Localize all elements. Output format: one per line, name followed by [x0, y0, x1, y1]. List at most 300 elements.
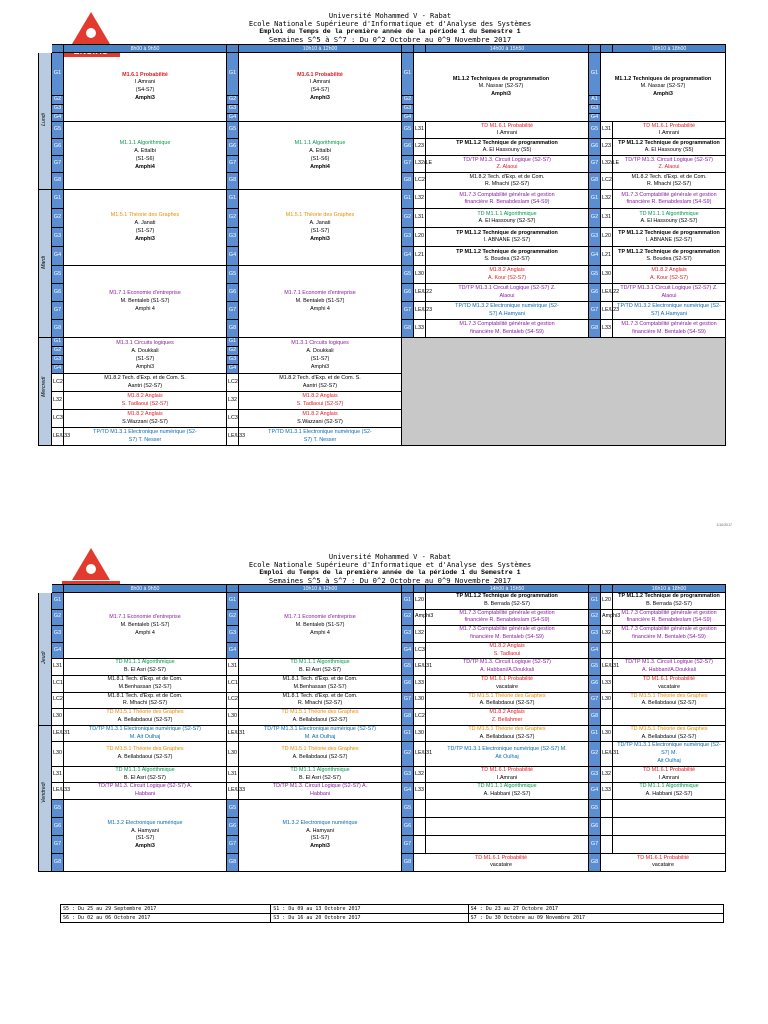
group-slot-label: G7	[402, 156, 414, 173]
group-course: TD M1.6.1 Probabilité I.Amrani	[426, 122, 589, 139]
room-label: L30	[414, 266, 426, 284]
room-label: LE/L31	[414, 742, 426, 766]
group-slot-label: G8	[402, 173, 414, 190]
group-course: M1.8.2 Tech. d'Exp. et de Com. R. Mhachi (S2-S7)	[426, 173, 589, 190]
group-slot-label: G1	[52, 53, 64, 96]
room-label: L32	[227, 392, 239, 410]
room-label: L31	[601, 122, 613, 139]
group-slot-label: G3	[52, 626, 64, 643]
group-slot-label: G1	[227, 338, 239, 347]
room-label: L31	[52, 766, 64, 783]
room-label: LE/L31	[601, 742, 613, 766]
group-course: TP M1.1.2 Technique de programmation S. Boudea (S2-S7)	[426, 247, 589, 266]
course-cell: M1.5.1 Théorie des Graphes A. Janati (S1-S7) Amphi3	[64, 190, 227, 266]
group-slot-label: G4	[402, 113, 414, 122]
room-label: L30	[601, 725, 613, 742]
group-slot-label: G3	[589, 104, 601, 113]
room-label: LC3	[227, 410, 239, 428]
course-cell: M1.1.1 Algorithmique A. Ettalbi (S1-S6) Amphi4	[239, 122, 402, 190]
group-slot-label: G6	[227, 817, 239, 835]
room-label: L32	[414, 766, 426, 783]
group-slot-label: G6	[402, 817, 414, 835]
group-slot-label: G3	[227, 104, 239, 113]
course-cell: M1.6.1 Probabilité I.Amrani (S4-S7) Amphi3	[239, 53, 402, 122]
day-mardi: Mardi	[39, 190, 52, 338]
group-slot-label: G2	[52, 209, 64, 228]
group-slot-label: G1	[52, 593, 64, 610]
group-slot-label: G7	[589, 156, 601, 173]
room-label: LE/L33	[227, 428, 239, 446]
group-course: M1.8.1 Tech. d'Exp. et de Com. M.Benhassan (S2-S7)	[239, 675, 402, 692]
group-slot-label: G2	[589, 609, 601, 626]
group-course: TD M1.1.1 Algorithmique B. El Asri (S2-S7)	[239, 659, 402, 676]
room-label: L32	[601, 626, 613, 643]
group-course: TP M1.1.2 Technique de programmation A. El Hassouny (S5)	[426, 139, 589, 156]
room-label: L21	[414, 247, 426, 266]
room-label: L31	[601, 209, 613, 228]
room-label: L30	[227, 742, 239, 766]
group-course	[426, 835, 589, 853]
group-course: TD M1.5.1 Théorie des Graphes A. Bellabdaoui (S2-S7)	[426, 725, 589, 742]
group-slot-label: G4	[402, 247, 414, 266]
room-label: L30	[601, 692, 613, 709]
room-label: L32	[601, 766, 613, 783]
group-slot-label: G8	[402, 320, 414, 338]
day-mercredi: Mercredi	[39, 338, 52, 446]
room-label: L31	[227, 766, 239, 783]
group-slot-label: G2	[52, 609, 64, 626]
course-cell: M1.7.1 Economie d'entreprise M. Bentaleb (S1-S7) Amphi 4	[64, 266, 227, 338]
group-slot-label: G6	[589, 817, 601, 835]
course-cell: M1.1.1 Algorithmique A. Ettalbi (S1-S6) Amphi4	[64, 122, 227, 190]
room-label: L23	[414, 139, 426, 156]
room-label: LE/L23	[414, 302, 426, 320]
room-label: LC2	[601, 173, 613, 190]
group-slot-label: G5	[227, 799, 239, 817]
group-slot-label: G5	[402, 266, 414, 284]
group-slot-label: G5	[589, 122, 601, 139]
room-label: LE/L22	[414, 284, 426, 302]
room-label: L32/LE	[601, 156, 613, 173]
room-label: LC2	[414, 709, 426, 726]
group-course: TD M1.1.1 Algorithmique B. El Asri (S2-S7)	[239, 766, 402, 783]
group-course: M1.8.2 Anglais A. Kour (S2-S7)	[426, 266, 589, 284]
group-slot-label: G4	[52, 365, 64, 374]
group-slot-label: G6	[52, 139, 64, 156]
group-slot-label: G1	[589, 53, 601, 96]
group-slot-label: A1	[589, 96, 601, 105]
group-slot-label: G7	[589, 692, 601, 709]
group-slot-label: G5	[52, 122, 64, 139]
group-slot-label: G2	[589, 742, 601, 766]
room-label: L32/LE	[414, 156, 426, 173]
room-label: L20	[414, 593, 426, 610]
room-label: L31	[414, 122, 426, 139]
group-slot-label: G3	[402, 626, 414, 643]
group-slot-label: G6	[402, 139, 414, 156]
group-slot-label: G7	[227, 835, 239, 853]
group-slot-label: G1	[402, 593, 414, 610]
group-course: M1.7.3 Comptabilité générale et gestion financière R. Benabdeslam (S4-S9)	[426, 609, 589, 626]
course-cell: M1.1.2 Techniques de programmation M. Nassar (S2-S7) Amphi3	[601, 53, 726, 122]
group-course: TD M1.5.1 Théorie des Graphes A. Bellabdaoui (S2-S7)	[613, 725, 726, 742]
group-course: TP M1.1.2 Technique de programmation I. ABNANE (S2-S7)	[426, 228, 589, 247]
group-slot-label: G1	[52, 190, 64, 209]
room-label	[601, 642, 613, 659]
timetable-2: 8h00 à 9h50 10h10 à 12h00 14h00 à 15h50 16h10 à 18h00 Jeudi G1 M1.7.1 Economie d'entreprise M. Bentaleb (S1-S7) Amphi 4 G1 M1.7.1 Economie d'entreprise M. Bentaleb (S1-S7) Amphi 4 G1 L20 TP M1.1.2 Technique de programmation B. Berrada (S2-S7) G1 L20 TP M1.1.2 Technique de programmation B. Berrada (S2-S7) G2 G2 G2 Amphi3 M1.7.3 Comptabilité générale et gestion financière R. Benabdeslam (S4-S9) G2 Amphi3 M1.7.3 Comptabilité générale et gestion financière R. Benabdeslam (S4-S9) G3 G3 G3 L32 M1.7.3 Comptabilité générale et gestion financière M. Bentaleb (S4-S9) G3 L32 M1.7.3 Comptabilité générale et gestion financière M. Bentaleb (S4-S9) G4 G4 G4 LC3 M1.8.2 Anglais S. Tadlaoui G4 L31 TD M1.1.1 Algorithmique B. El Asri (S2-S7) L31 TD M1.1.1 Algorithmique B. El Asri (S2-S7) G5 LE/L31 TD/TP M1.3. Circuit Logique (S2-S7) A. Habbani/A.Doukkali G5 LE/L31 TD/TP M1.3. Circuit Logique (S2-S7) A. Habbani/A.Doukkali LC1 M1.8.1 Tech. d'Exp. et de Com. M.Benhassan (S2-S7) LC1 M1.8.1 Tech. d'Exp. et de Com. M.Benhassan (S2-S7) G6 L33 TD M1.6.1 Probabilité vacataire G6 L33 TD M1.6.1 Probabilité vacataire LC2 M1.8.1 Tech. d'Exp. et de Com. R. Mhachi (S2-S7) LC2 M1.8.1 Tech. d'Exp. et de Com. R. Mhachi (S2-S7) G7 L30 TD M1.5.1 Théorie des Graphes A. Bellabdaoui (S2-S7) G7 L30 TD M1.5.1 Théorie des Graphes A. Bellabdaoui (S2-S7) L30 TD M1.5.1 Théorie des Graphes A. Bellabdaoui (S2-S7) L30 TD M1.5.1 Théorie des Graphes A. Bellabdaoui (S2-S7) G8 LC2 M1.8.2 Anglais Z. Bellahmer G8 Vendredi LE/L31 TD/TP M1.3.1 Electronique numérique (S2-S7) M. Ait Oulhaj LE/L31 TD/TP M1.3.1 Electronique numérique (S2-S7) M. Ait Oulhaj G1 L30 TD M1.5.1 Théorie des Graphes A. Bellabdaoui (S2-S7) G1 L30 TD M1.5.1 Théorie des Graphes A. Bellabdaoui (S2-S7) L30 TD M1.5.1 Théorie des Graphes A. Bellabdaoui (S2-S7) L30 TD M1.5.1 Théorie des Graphes A. Bellabdaoui (S2-S7) G2 LE/L31 TD/TP M1.3.1 Electronique numérique (S2-S7) M. Ait Oulhaj G2 LE/L31 TD/TP M1.3.1 Electronique numérique (S2-S7) M. Ait Oulhaj L31 TD M1.1.1 Algorithmique B. El Asri (S2-S7) L31 TD M1.1.1 Algorithmique B. El Asri (S2-S7) G3 L32 TD M1.6.1 Probabilité I.Amrani G3 L32 TD M1.6.1 Probabilité I.Amrani LE/L33 TD/TP M1.3. Circuit Logique (S2-S7) A. Habbani LE/L33 TD/TP M1.3. Circuit Logique (S2-S7) A. Habbani G4 L33 TD M1.1.1 Algorithmique A. Habbani (S2-S7) G4 L33 TD M1.1.1 Algorithmique A. Habbani (S2-S7) G5 M1.3.2 Electronique numérique A. Hamyani (S1-S7) Amphi3 G5 M1.3.2 Electronique numérique A. Hamyani (S1-S7) Amphi3 G5 G5 G6 G6 G6 G6 G7 G7 G7 G7 G8 G8 G8 TD M1.6.1 Probabilité vacataire G8 TD M1.6.1 Probabilité vacataire	[38, 584, 726, 872]
room-label: LE/L31	[601, 659, 613, 676]
course-cell: M1.6.1 Probabilité I.Amrani (S4-S7) Amphi3	[64, 53, 227, 122]
group-course: M1.7.3 Comptabilité générale et gestion financière M. Bentaleb (S4-S9)	[426, 626, 589, 643]
group-course: M1.8.2 Anglais A. Kour (S2-S7)	[613, 266, 726, 284]
group-slot-label: G5	[52, 266, 64, 284]
room-label: LC2	[227, 692, 239, 709]
group-course: TD M1.1.1 Algorithmique B. El Asri (S2-S7)	[64, 659, 227, 676]
group-slot-label: G4	[589, 113, 601, 122]
document-header	[220, 12, 560, 44]
room-label	[601, 817, 613, 835]
group-slot-label: G6	[227, 139, 239, 156]
group-slot-label: G2	[52, 96, 64, 105]
group-course: M1.8.2 Anglais S.Wazzani (S2-S7)	[64, 410, 227, 428]
group-slot-label: G2	[52, 347, 64, 356]
group-slot-label: G7	[52, 156, 64, 173]
group-slot-label: G1	[402, 53, 414, 96]
group-course	[613, 817, 726, 835]
group-slot-label: G8	[589, 853, 601, 871]
group-slot-label: G4	[227, 247, 239, 266]
group-slot-label: G7	[402, 692, 414, 709]
group-slot-label: G4	[227, 365, 239, 374]
group-course: M1.8.2 Anglais S. Tadlaoui (S2-S7)	[239, 392, 402, 410]
group-slot-label: G2	[589, 209, 601, 228]
group-slot-label: G1	[227, 190, 239, 209]
course-cell: M1.1.2 Techniques de programmation M. Nassar (S2-S7) Amphi3	[414, 53, 589, 122]
group-course: TP M1.1.2 Technique de programmation S. Boudea (S2-S7)	[613, 247, 726, 266]
course-cell: M1.3.1 Circuits logiques A. Doukkali (S1-S7) Amphi3	[239, 338, 402, 374]
group-slot-label: G4	[589, 783, 601, 800]
group-slot-label: G7	[227, 156, 239, 173]
group-course: TP M1.1.2 Technique de programmation B. Berrada (S2-S7)	[613, 593, 726, 610]
room-label: LE/L23	[601, 302, 613, 320]
room-label: LC2	[52, 692, 64, 709]
group-slot-label: G3	[227, 626, 239, 643]
course-cell: M1.3.2 Electronique numérique A. Hamyani (S1-S7) Amphi3	[239, 799, 402, 871]
day-lundi: Lundi	[39, 53, 52, 190]
slot-3-label: 14h00 à 15h50	[426, 45, 589, 53]
weeks-range: Semaines S^5 à S^7 : Du 0^2 Octobre au 0^9 Novembre 2017	[268, 35, 512, 44]
weeks-legend: S5 : Du 25 au 29 Septembre 2017 S1 : Du 09 au 13 Octobre 2017 S4 : Du 23 au 27 Octobre 2017 S6 : Du 02 au 06 Octobre 2017 S3 : Du 16 au 20 Octobre 2017 S7 : Du 30 Octobre au 09 Novembre 2017	[60, 904, 724, 923]
room-label: L30	[227, 709, 239, 726]
group-course: TP/TD M1.3.2 Electronique numérique (S2- S7) A.Hamyani	[613, 302, 726, 320]
room-label: L30	[414, 725, 426, 742]
group-slot-label: G6	[52, 284, 64, 302]
group-slot-label: G7	[227, 302, 239, 320]
group-course	[613, 709, 726, 726]
room-label: L20	[414, 228, 426, 247]
group-course	[613, 799, 726, 817]
room-label: L31	[52, 659, 64, 676]
group-slot-label: G7	[52, 302, 64, 320]
print-date: 1/10/2017	[716, 523, 732, 527]
group-course: TD/TP M1.3.1 Electronique numérique (S2-S7) M. Ait Oulhaj	[426, 742, 589, 766]
group-slot-label: G3	[227, 228, 239, 247]
group-slot-label: G4	[227, 642, 239, 659]
room-label: LC1	[52, 675, 64, 692]
group-slot-label: G5	[227, 122, 239, 139]
group-slot-label: G3	[402, 766, 414, 783]
group-course: TP M1.1.2 Technique de programmation B. Berrada (S2-S7)	[426, 593, 589, 610]
course-cell: M1.5.1 Théorie des Graphes A. Janati (S1-S7) Amphi3	[239, 190, 402, 266]
group-course: TD M1.5.1 Théorie des Graphes A. Bellabdaoui (S2-S7)	[239, 742, 402, 766]
group-course: M1.8.2 Tech. d'Exp. et de Com. R. Mhachi (S2-S7)	[613, 173, 726, 190]
group-slot-label: G4	[402, 642, 414, 659]
course-cell: M1.3.2 Electronique numérique A. Hamyani (S1-S7) Amphi3	[64, 799, 227, 871]
group-slot-label: G5	[402, 799, 414, 817]
room-label: L32	[414, 626, 426, 643]
group-slot-label: G6	[402, 675, 414, 692]
group-course	[426, 799, 589, 817]
group-course	[426, 817, 589, 835]
group-slot-label: G4	[52, 247, 64, 266]
room-label: L33	[414, 783, 426, 800]
group-slot-label: G3	[227, 356, 239, 365]
room-label: LC3	[414, 642, 426, 659]
empty-block	[402, 338, 726, 446]
day-vendredi: Vendredi	[39, 725, 52, 871]
group-slot-label: G5	[52, 799, 64, 817]
group-slot-label: G2	[402, 96, 414, 105]
group-slot-label: G8	[589, 173, 601, 190]
group-slot-label: G6	[402, 284, 414, 302]
group-course: TD M1.1.1 Algorithmique B. El Asri (S2-S7)	[64, 766, 227, 783]
group-slot-label: G1	[402, 190, 414, 209]
group-slot-label: G6	[589, 675, 601, 692]
room-label	[601, 835, 613, 853]
room-label: L30	[601, 266, 613, 284]
group-slot-label: G7	[52, 835, 64, 853]
group-slot-label: G8	[402, 709, 414, 726]
group-course: TD M1.6.1 Probabilité vacataire	[613, 675, 726, 692]
room-label: L33	[601, 675, 613, 692]
room-label: LC2	[52, 374, 64, 392]
group-slot-label: G3	[402, 104, 414, 113]
room-label: L30	[52, 742, 64, 766]
group-course: TD/TP M1.3.1 Electronique numérique (S2-S7) M. Ait Oulhaj	[239, 725, 402, 742]
room-label: LC3	[52, 410, 64, 428]
group-slot-label: G8	[589, 320, 601, 338]
room-label: L33	[414, 320, 426, 338]
group-course: TP M1.1.2 Technique de programmation I. ABNANE (S2-S7)	[613, 228, 726, 247]
group-slot-label: G3	[52, 228, 64, 247]
group-slot-label: G8	[227, 853, 239, 871]
slot-1-label: 8h00 à 9h50	[64, 45, 227, 53]
group-course: M1.8.2 Anglais S. Tadlaoui	[426, 642, 589, 659]
room-label: L33	[601, 783, 613, 800]
group-course: TP/TD M1.3.2 Electronique numérique (S2- S7) A.Hamyani	[426, 302, 589, 320]
group-slot-label: G6	[589, 139, 601, 156]
document-header: Université Mohammed V - Rabat Ecole Nationale Supérieure d'Informatique et d'Analyse des Systèmes Emploi du Temps de la première année de la période 1 du Semestre 1 Semaines S^5 à S^7 : Du 0^2 Octobre au 0^9 Novembre 2017	[248, 553, 532, 585]
group-course: TP M1.1.2 Technique de programmation A. El Hassouny (S5)	[613, 139, 726, 156]
room-label: L32	[52, 392, 64, 410]
group-course: M1.8.1 Tech. d'Exp. et de Com. M.Benhassan (S2-S7)	[64, 675, 227, 692]
room-label	[601, 799, 613, 817]
group-slot-label: G6	[52, 817, 64, 835]
group-slot-label: G5	[589, 266, 601, 284]
group-course: TD/TP M1.3. Circuit Logique (S2-S7) Z. Alaoui	[426, 156, 589, 173]
group-course: M1.7.3 Comptabilité générale et gestion financière R. Benabdeslam (S4-S9)	[613, 190, 726, 209]
group-slot-label: G1	[227, 53, 239, 96]
group-slot-label: G8	[52, 320, 64, 338]
group-course	[613, 642, 726, 659]
group-slot-label: G3	[589, 626, 601, 643]
group-slot-label: G8	[227, 320, 239, 338]
room-label: LE/L33	[52, 428, 64, 446]
group-course: TD/TP M1.3.1 Circuit Logique (S2-S7) Z. Alaoui	[426, 284, 589, 302]
slot-header-row	[39, 45, 726, 53]
group-slot-label: G3	[402, 228, 414, 247]
group-course: TD M1.1.1 Algorithmique A. El Hassouny (S2-S7)	[426, 209, 589, 228]
group-course: TD M1.5.1 Théorie des Graphes A. Bellabdaoui (S2-S7)	[613, 692, 726, 709]
group-course: TP/TD M1.3.1 Electronique numérique (S2- S7) T. Nesser	[239, 428, 402, 446]
group-slot-label: G1	[589, 725, 601, 742]
room-label: Amphi3	[601, 609, 613, 626]
group-course: M1.7.3 Comptabilité générale et gestion financière R. Benabdeslam (S4-S9)	[613, 609, 726, 626]
day-jeudi: Jeudi	[39, 593, 52, 726]
course-cell: M1.7.1 Economie d'entreprise M. Bentaleb (S1-S7) Amphi 4	[64, 593, 227, 659]
university-name: Université Mohammed V - Rabat	[328, 12, 452, 20]
group-slot-label: G5	[402, 659, 414, 676]
group-slot-label: G3	[589, 228, 601, 247]
group-slot-label: G4	[402, 783, 414, 800]
group-course: TD M1.6.1 Probabilité vacataire	[426, 675, 589, 692]
group-slot-label: G3	[52, 356, 64, 365]
group-course: M1.8.2 Tech. d'Exp. et de Com. S. Aantri (S2-S7)	[239, 374, 402, 392]
timetable-title: Emploi du Temps de la première année de la période 1 du Semestre 1	[259, 28, 521, 35]
group-course: TD/TP M1.3. Circuit Logique (S2-S7) A. Habbani	[64, 783, 227, 800]
group-slot-label: G7	[402, 835, 414, 853]
group-course: TD M1.1.1 Algorithmique A. Habbani (S2-S7)	[426, 783, 589, 800]
group-course	[613, 835, 726, 853]
group-course: TD M1.6.1 Probabilité I.Amrani	[613, 766, 726, 783]
room-label	[414, 817, 426, 835]
group-slot-label: G1	[52, 338, 64, 347]
room-label: L31	[414, 209, 426, 228]
group-slot-label: G8	[52, 173, 64, 190]
group-slot-label: G4	[52, 642, 64, 659]
group-course: TD/TP M1.3.1 Electronique numérique (S2-S7) M. Ait Oulhaj	[613, 742, 726, 766]
group-slot-label: G7	[589, 302, 601, 320]
group-course: TD/TP M1.3. Circuit Logique (S2-S7) A. Habbani	[239, 783, 402, 800]
group-course: TD M1.6.1 Probabilité I.Amrani	[426, 766, 589, 783]
room-label: L20	[601, 228, 613, 247]
group-slot-label: G7	[589, 835, 601, 853]
group-slot-label: G5	[589, 799, 601, 817]
group-course: TP/TD M1.3.1 Electronique numérique (S2- S7) T. Nesser	[64, 428, 227, 446]
group-slot-label: G4	[589, 642, 601, 659]
group-course: M1.7.3 Comptabilité générale et gestion financière M. Bentaleb (S4-S9)	[426, 320, 589, 338]
group-course: M1.7.3 Comptabilité générale et gestion financière R. Benabdeslam (S4-S9)	[426, 190, 589, 209]
room-label: LE/L22	[601, 284, 613, 302]
group-course: M1.8.2 Anglais S. Tadlaoui (S2-S7)	[64, 392, 227, 410]
group-course: M1.8.1 Tech. d'Exp. et de Com. R. Mhachi (S2-S7)	[239, 692, 402, 709]
group-slot-label: G2	[227, 209, 239, 228]
group-slot-label: G8	[227, 173, 239, 190]
slot-4-label: 16h10 à 18h00	[613, 45, 726, 53]
group-slot-label: G5	[589, 659, 601, 676]
group-course: TD M1.6.1 Probabilité I.Amrani	[613, 122, 726, 139]
group-course: TD M1.5.1 Théorie des Graphes A. Bellabdaoui (S2-S7)	[239, 709, 402, 726]
group-course: M1.8.1 Tech. d'Exp. et de Com. R. Mhachi (S2-S7)	[64, 692, 227, 709]
group-slot-label: G3	[52, 104, 64, 113]
room-label: LC1	[227, 675, 239, 692]
school-name: Ecole Nationale Supérieure d'Informatique et d'Analyse des Systèmes	[248, 20, 532, 28]
course-cell: M1.3.1 Circuits logiques A. Doukkali (S1-S7) Amphi3	[64, 338, 227, 374]
group-course: M1.8.2 Anglais Z. Bellahmer	[426, 709, 589, 726]
group-course: TD M1.5.1 Théorie des Graphes A. Bellabdaoui (S2-S7)	[426, 692, 589, 709]
room-label: LE/L33	[52, 783, 64, 800]
group-slot-label: G3	[589, 766, 601, 783]
group-slot-label: G4	[52, 113, 64, 122]
room-label: L32	[414, 190, 426, 209]
room-label	[414, 799, 426, 817]
group-course: TD/TP M1.3.1 Electronique numérique (S2-S7) M. Ait Oulhaj	[64, 725, 227, 742]
room-label: L32	[601, 190, 613, 209]
room-label: LC2	[227, 374, 239, 392]
room-label: LE/L33	[227, 783, 239, 800]
group-course: TD M1.1.1 Algorithmique A. El Hassouny (S2-S7)	[613, 209, 726, 228]
group-slot-label: G1	[589, 190, 601, 209]
room-label: L30	[414, 692, 426, 709]
timetable-1	[38, 44, 726, 446]
group-slot-label: G2	[227, 96, 239, 105]
group-slot-label: G2	[402, 742, 414, 766]
group-course: TD/TP M1.3. Circuit Logique (S2-S7) A. Habbani/A.Doukkali	[613, 659, 726, 676]
group-course: TD/TP M1.3. Circuit Logique (S2-S7) Z. Alaoui	[613, 156, 726, 173]
room-label: Amphi3	[414, 609, 426, 626]
group-slot-label: G6	[589, 284, 601, 302]
room-label: LC2	[414, 173, 426, 190]
room-label: L30	[52, 709, 64, 726]
group-slot-label: G8	[402, 853, 414, 871]
course-cell: M1.7.1 Economie d'entreprise M. Bentaleb (S1-S7) Amphi 4	[239, 593, 402, 659]
group-slot-label: G2	[227, 347, 239, 356]
group-course: TD/TP M1.3. Circuit Logique (S2-S7) A. Habbani/A.Doukkali	[426, 659, 589, 676]
room-label: L23	[601, 139, 613, 156]
group-course: M1.7.3 Comptabilité générale et gestion financière M. Bentaleb (S4-S9)	[613, 320, 726, 338]
group-slot-label: G5	[227, 266, 239, 284]
room-label: LE/L31	[227, 725, 239, 742]
group-course: TD M1.5.1 Théorie des Graphes A. Bellabdaoui (S2-S7)	[64, 742, 227, 766]
room-label: LE/L31	[52, 725, 64, 742]
room-label	[414, 835, 426, 853]
group-slot-label: G6	[227, 284, 239, 302]
group-slot-label: G8	[52, 853, 64, 871]
slot-2-label: 10h10 à 12h00	[239, 45, 402, 53]
course-cell: M1.7.1 Economie d'entreprise M. Bentaleb (S1-S7) Amphi 4	[239, 266, 402, 338]
room-label: L20	[601, 593, 613, 610]
room-label	[601, 709, 613, 726]
group-course: M1.8.2 Anglais S.Wazzani (S2-S7)	[239, 410, 402, 428]
group-course: TD M1.1.1 Algorithmique A. Habbani (S2-S7)	[613, 783, 726, 800]
group-slot-label: G4	[227, 113, 239, 122]
room-label: L33	[414, 675, 426, 692]
group-slot-label: G2	[402, 209, 414, 228]
group-slot-label: G1	[402, 725, 414, 742]
group-course: TD M1.6.1 Probabilité vacataire	[601, 853, 726, 871]
group-slot-label: G1	[589, 593, 601, 610]
group-slot-label: G2	[402, 609, 414, 626]
